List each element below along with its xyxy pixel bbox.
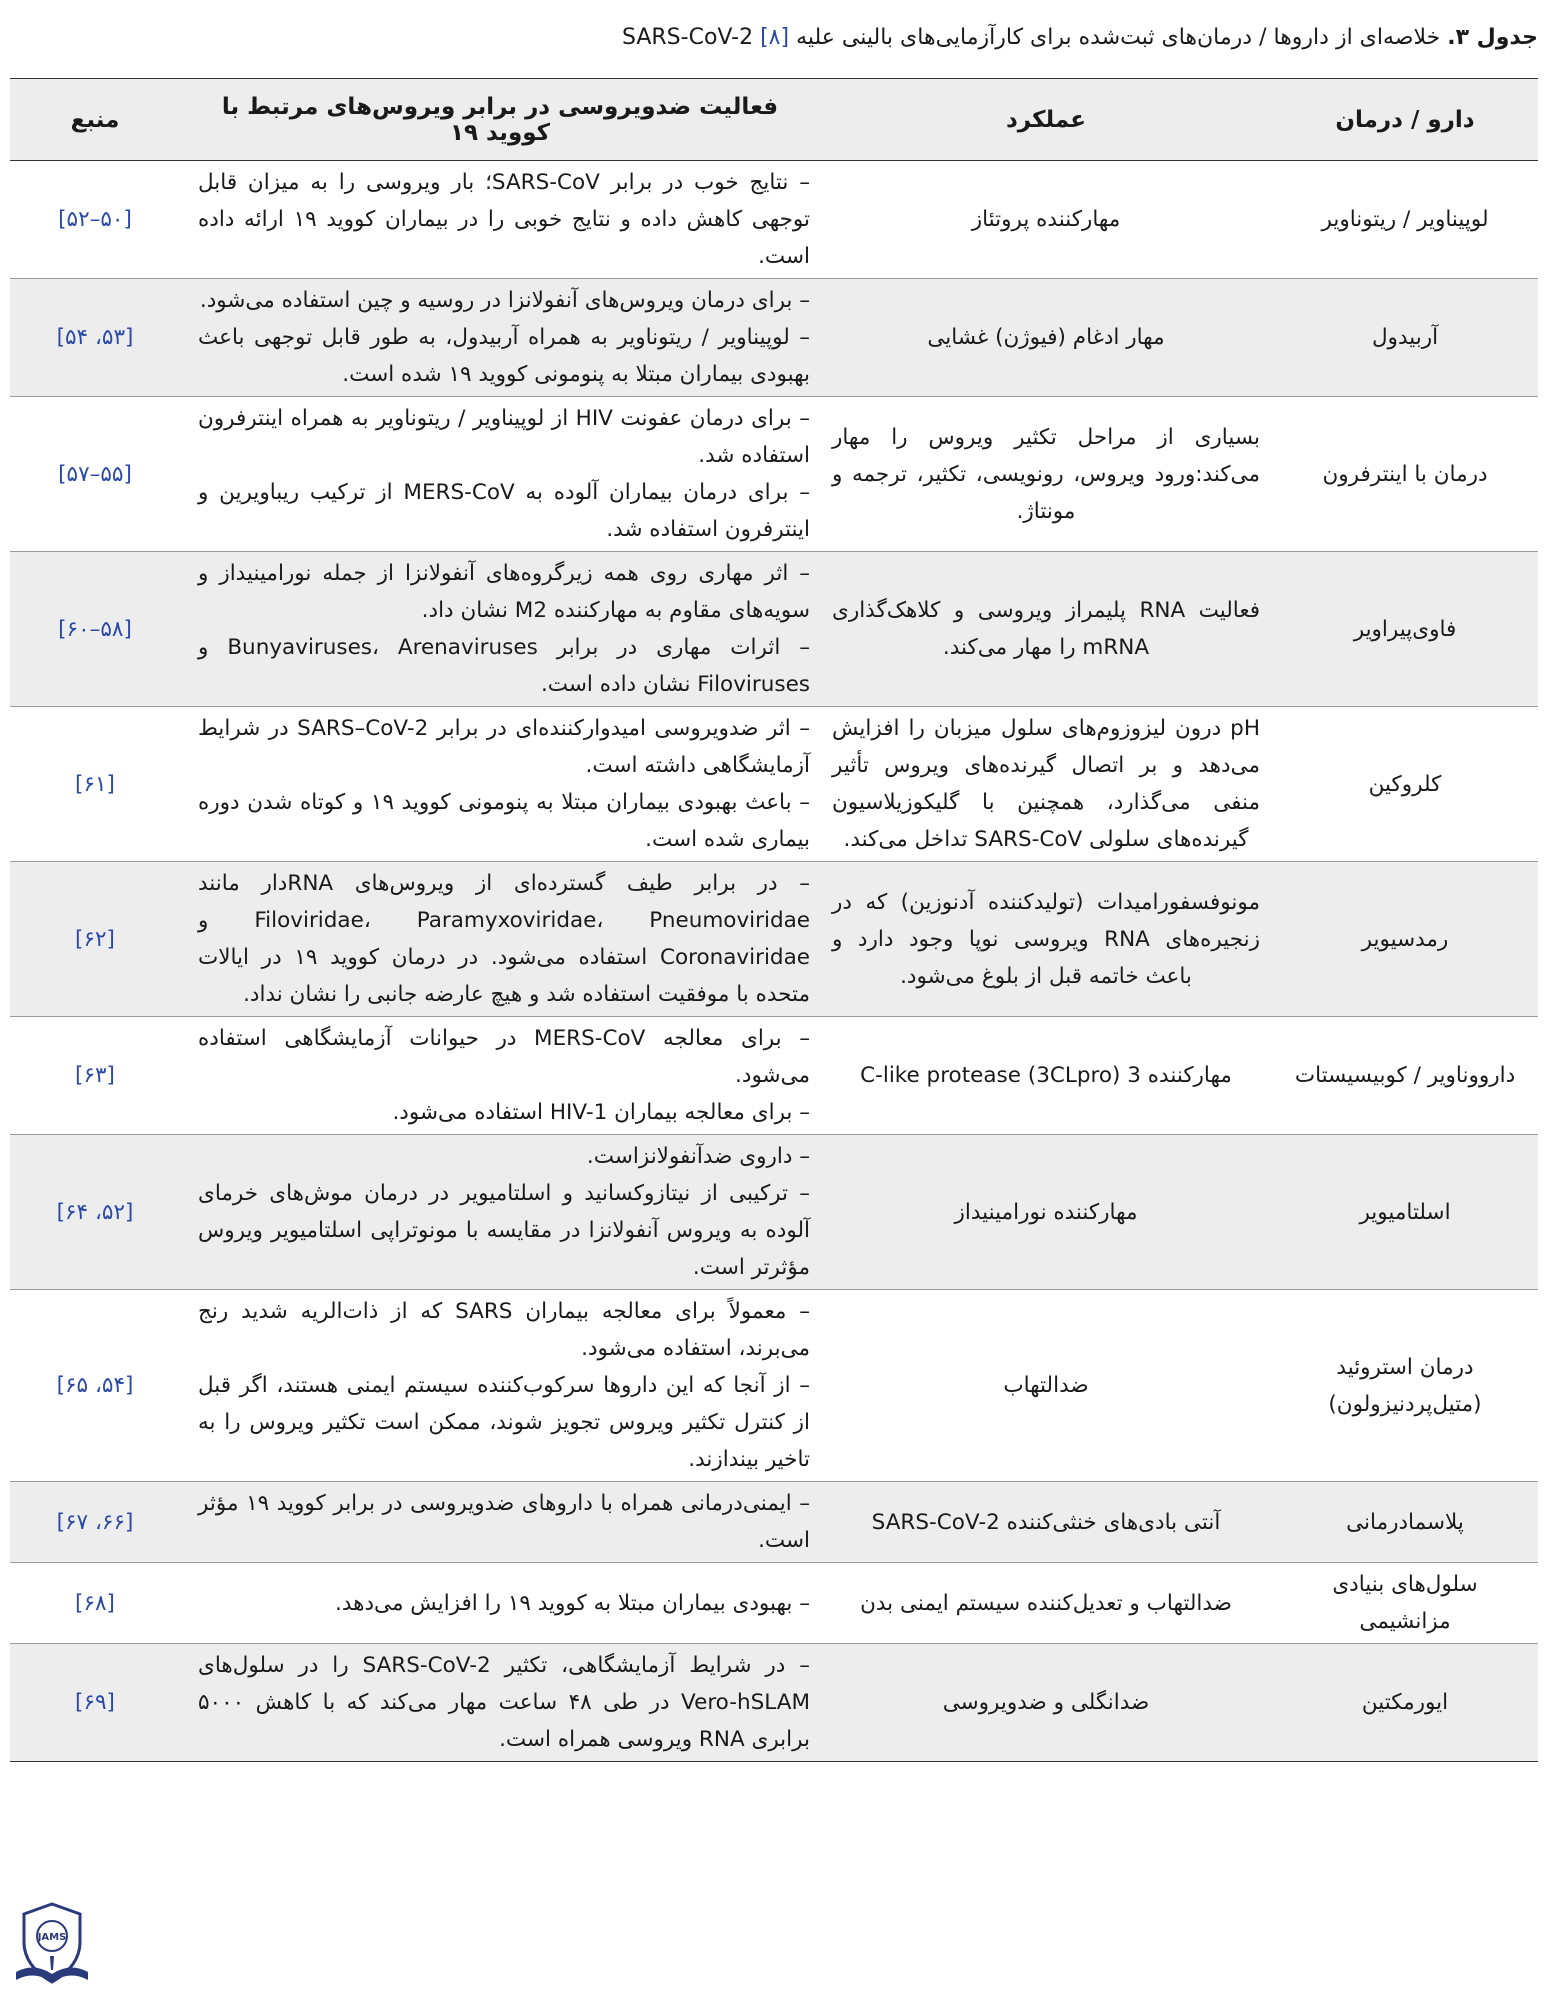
cell-activity	[180, 1290, 820, 1482]
table-row	[10, 1482, 1538, 1563]
header-activity: فعالیت ضدویروسی در برابر ویروس‌های مرتبط با کووید ۱۹	[180, 79, 820, 161]
caption-label: جدول ۳.	[1447, 25, 1538, 50]
header-source: منبع	[10, 79, 180, 161]
activity-item: – در شرایط آزمایشگاهی، تکثیر SARS-CoV-2 را در سلول‌های Vero-hSLAM در طی ۴۸ ساعت مهار می‌کند که با کاهش ۵۰۰۰ برابری RNA ویروسی همراه است.	[198, 1653, 810, 1752]
activity-item: – ترکیبی از نیتازوکسانید و اسلتامیویر در درمان موش‌های خرمای آلوده به ویروس آنفولانزا در مقایسه با مونوتراپی اسلتامیویر ویروس مؤثرتر است.	[198, 1181, 810, 1280]
activity-item: – برای درمان ویروس‌های آنفولانزا در روسیه و چین استفاده می‌شود.	[199, 288, 810, 313]
cell-drug: فاوی‌پیراویر	[1272, 552, 1538, 707]
cell-activity	[180, 1135, 820, 1290]
cell-drug: آربیدول	[1272, 279, 1538, 397]
cell-activity	[180, 552, 820, 707]
cell-mechanism: مهار ادغام (فیوژن) غشایی	[820, 279, 1272, 397]
activity-item: – باعث بهبودی بیماران مبتلا به پنومونی کووید ۱۹ و کوتاه شدن دوره بیماری شده است.	[198, 790, 810, 852]
header-drug: دارو / درمان	[1272, 79, 1538, 161]
activity-item: – اثرات مهاری در برابر Bunyaviruses، Arenaviruses و Filoviruses نشان داده است.	[198, 635, 810, 697]
cell-source-reference[interactable]: [۵۵–۵۷]	[10, 397, 180, 552]
cell-drug: درمان با اینترفرون	[1272, 397, 1538, 552]
cell-activity	[180, 397, 820, 552]
cell-mechanism: فعالیت RNA پلیمراز ویروسی و کلاهک‌گذاری mRNA را مهار می‌کند.	[820, 552, 1272, 707]
activity-item: – در برابر طیف گسترده‌ای از ویروس‌های RNAدار مانند Filoviridae، Paramyxoviridae، Pneumoviridae و Coronaviridae استفاده می‌شود. در درمان کووید ۱۹ در ایالات متحده با موفقیت استفاده شد و هیچ عارضه جانبی را نشان نداد.	[198, 871, 810, 1007]
table-row	[10, 862, 1538, 1017]
cell-mechanism: مهارکننده نورامینیداز	[820, 1135, 1272, 1290]
activity-item: – ایمنی‌درمانی همراه با داروهای ضدویروسی در برابر کووید ۱۹ مؤثر است.	[198, 1491, 810, 1553]
cell-mechanism: مونوفسفورامیدات (تولیدکننده آدنوزین) که در زنجیره‌های RNA ویروسی نوپا وجود دارد و باعث خاتمه قبل از بلوغ می‌شود.	[820, 862, 1272, 1017]
cell-source-reference[interactable]: [۵۸–۶۰]	[10, 552, 180, 707]
table-row	[10, 1644, 1538, 1762]
cell-drug: رمدسیویر	[1272, 862, 1538, 1017]
table-body	[10, 161, 1538, 1762]
table-row	[10, 161, 1538, 279]
cell-activity	[180, 707, 820, 862]
treatments-table	[10, 78, 1538, 1762]
cell-mechanism: مهارکننده پروتئاز	[820, 161, 1272, 279]
caption-reference[interactable]: [۸]	[760, 25, 790, 50]
activity-item: – بهبودی بیماران مبتلا به کووید ۱۹ را افزایش می‌دهد.	[335, 1590, 810, 1616]
caption-text: خلاصه‌ای از داروها / درمان‌های ثبت‌شده برای کارآزمایی‌های بالینی علیه SARS-CoV-2	[621, 25, 1448, 50]
cell-source-reference[interactable]: [۶۱]	[10, 707, 180, 862]
cell-drug: اسلتامیویر	[1272, 1135, 1538, 1290]
activity-item: – داروی ضدآنفولانزاست.	[586, 1144, 810, 1169]
cell-activity	[180, 1482, 820, 1563]
activity-item: – از آنجا که این داروها سرکوب‌کننده سیستم ایمنی هستند، اگر قبل از کنترل تکثیر ویروس تجویز شوند، ممکن است تکثیر ویروس را به تاخیر بیندازند.	[198, 1373, 810, 1472]
cell-activity	[180, 161, 820, 279]
activity-item: – اثر ضدویروسی امیدوارکننده‌ای در برابر SARS–CoV-2 در شرایط آزمایشگاهی داشته است.	[198, 716, 810, 778]
activity-item: – برای درمان بیماران آلوده به MERS-CoV از ترکیب ریباویرین و اینترفرون استفاده شد.	[198, 480, 811, 542]
cell-source-reference[interactable]: [۶۲]	[10, 862, 180, 1017]
activity-item: – برای معالجه بیماران HIV-1 استفاده می‌شود.	[392, 1100, 810, 1125]
table-row	[10, 397, 1538, 552]
cell-mechanism: مهارکننده 3 C-like protease (3CLpro)	[820, 1017, 1272, 1135]
cell-activity	[180, 862, 820, 1017]
cell-drug: سلول‌های بنیادی مزانشیمی	[1272, 1563, 1538, 1644]
svg-text:JAMS: JAMS	[37, 1932, 67, 1943]
cell-source-reference[interactable]: [۵۴، ۶۵]	[10, 1290, 180, 1482]
cell-source-reference[interactable]: [۶۸]	[10, 1563, 180, 1644]
cell-activity	[180, 1017, 820, 1135]
cell-drug: لوپیناویر / ریتوناویر	[1272, 161, 1538, 279]
cell-drug: پلاسمادرمانی	[1272, 1482, 1538, 1563]
cell-source-reference[interactable]: [۶۶، ۶۷]	[10, 1482, 180, 1563]
cell-mechanism: آنتی بادی‌های خنثی‌کننده SARS-CoV-2	[820, 1482, 1272, 1563]
cell-mechanism: pH درون لیزوزوم‌های سلول میزبان را افزایش می‌دهد و بر اتصال گیرنده‌های ویروس تأثیر منفی می‌گذارد، همچنین با گلیکوزیلاسیون گیرنده‌های سلولی SARS-CoV تداخل می‌کند.	[820, 707, 1272, 862]
cell-activity	[180, 279, 820, 397]
cell-drug: کلروکین	[1272, 707, 1538, 862]
activity-item: – معمولاً برای معالجه بیماران SARS که از ذات‌الریه شدید رنج می‌برند، استفاده می‌شود.	[198, 1299, 811, 1361]
cell-mechanism: ضدالتهاب	[820, 1290, 1272, 1482]
activity-item: – نتایج خوب در برابر SARS-CoV؛ بار ویروسی را به میزان قابل توجهی کاهش داده و نتایج خوبی را در بیماران کووید ۱۹ ارائه داده است.	[198, 170, 810, 269]
activity-item: – لوپیناویر / ریتوناویر به همراه آربیدول، به طور قابل توجهی باعث بهبودی بیماران مبتلا به پنومونی کووید ۱۹ شده است.	[198, 325, 810, 387]
header-mechanism: عملکرد	[820, 79, 1272, 161]
cell-source-reference[interactable]: [۵۰–۵۲]	[10, 161, 180, 279]
cell-mechanism: بسیاری از مراحل تکثیر ویروس را مهار می‌کند:ورود ویروس، رونویسی، تکثیر، ترجمه و مونتاژ.	[820, 397, 1272, 552]
cell-drug: ایورمکتین	[1272, 1644, 1538, 1762]
table-row	[10, 1290, 1538, 1482]
cell-source-reference[interactable]: [۵۳، ۵۴]	[10, 279, 180, 397]
cell-drug: درمان استروئید (متیل‌پردنیزولون)	[1272, 1290, 1538, 1482]
cell-activity	[180, 1644, 820, 1762]
table-row	[10, 1563, 1538, 1644]
activity-item: – اثر مهاری روی همه زیرگروه‌های آنفولانزا از جمله نورامینیداز و سویه‌های مقاوم به مهارکننده M2 نشان داد.	[198, 561, 810, 623]
activity-item: – برای درمان عفونت HIV از لوپیناویر / ریتوناویر به همراه اینترفرون استفاده شد.	[198, 406, 810, 468]
activity-item: – برای معالجه MERS-CoV در حیوانات آزمایشگاهی استفاده می‌شود.	[198, 1026, 811, 1088]
jams-logo-icon	[12, 1900, 92, 1992]
journal-logo	[12, 1900, 92, 1992]
cell-mechanism: ضدالتهاب و تعدیل‌کننده سیستم ایمنی بدن	[820, 1563, 1272, 1644]
cell-drug: دارووناویر / کوبیسیستات	[1272, 1017, 1538, 1135]
table-header	[10, 79, 1538, 161]
cell-source-reference[interactable]: [۶۹]	[10, 1644, 180, 1762]
cell-activity	[180, 1563, 820, 1644]
table-row	[10, 1135, 1538, 1290]
table-caption	[28, 20, 1538, 56]
table-row	[10, 707, 1538, 862]
cell-source-reference[interactable]: [۶۳]	[10, 1017, 180, 1135]
table-row	[10, 552, 1538, 707]
table-row	[10, 279, 1538, 397]
cell-source-reference[interactable]: [۵۲، ۶۴]	[10, 1135, 180, 1290]
cell-mechanism: ضدانگلی و ضدویروسی	[820, 1644, 1272, 1762]
table-row	[10, 1017, 1538, 1135]
